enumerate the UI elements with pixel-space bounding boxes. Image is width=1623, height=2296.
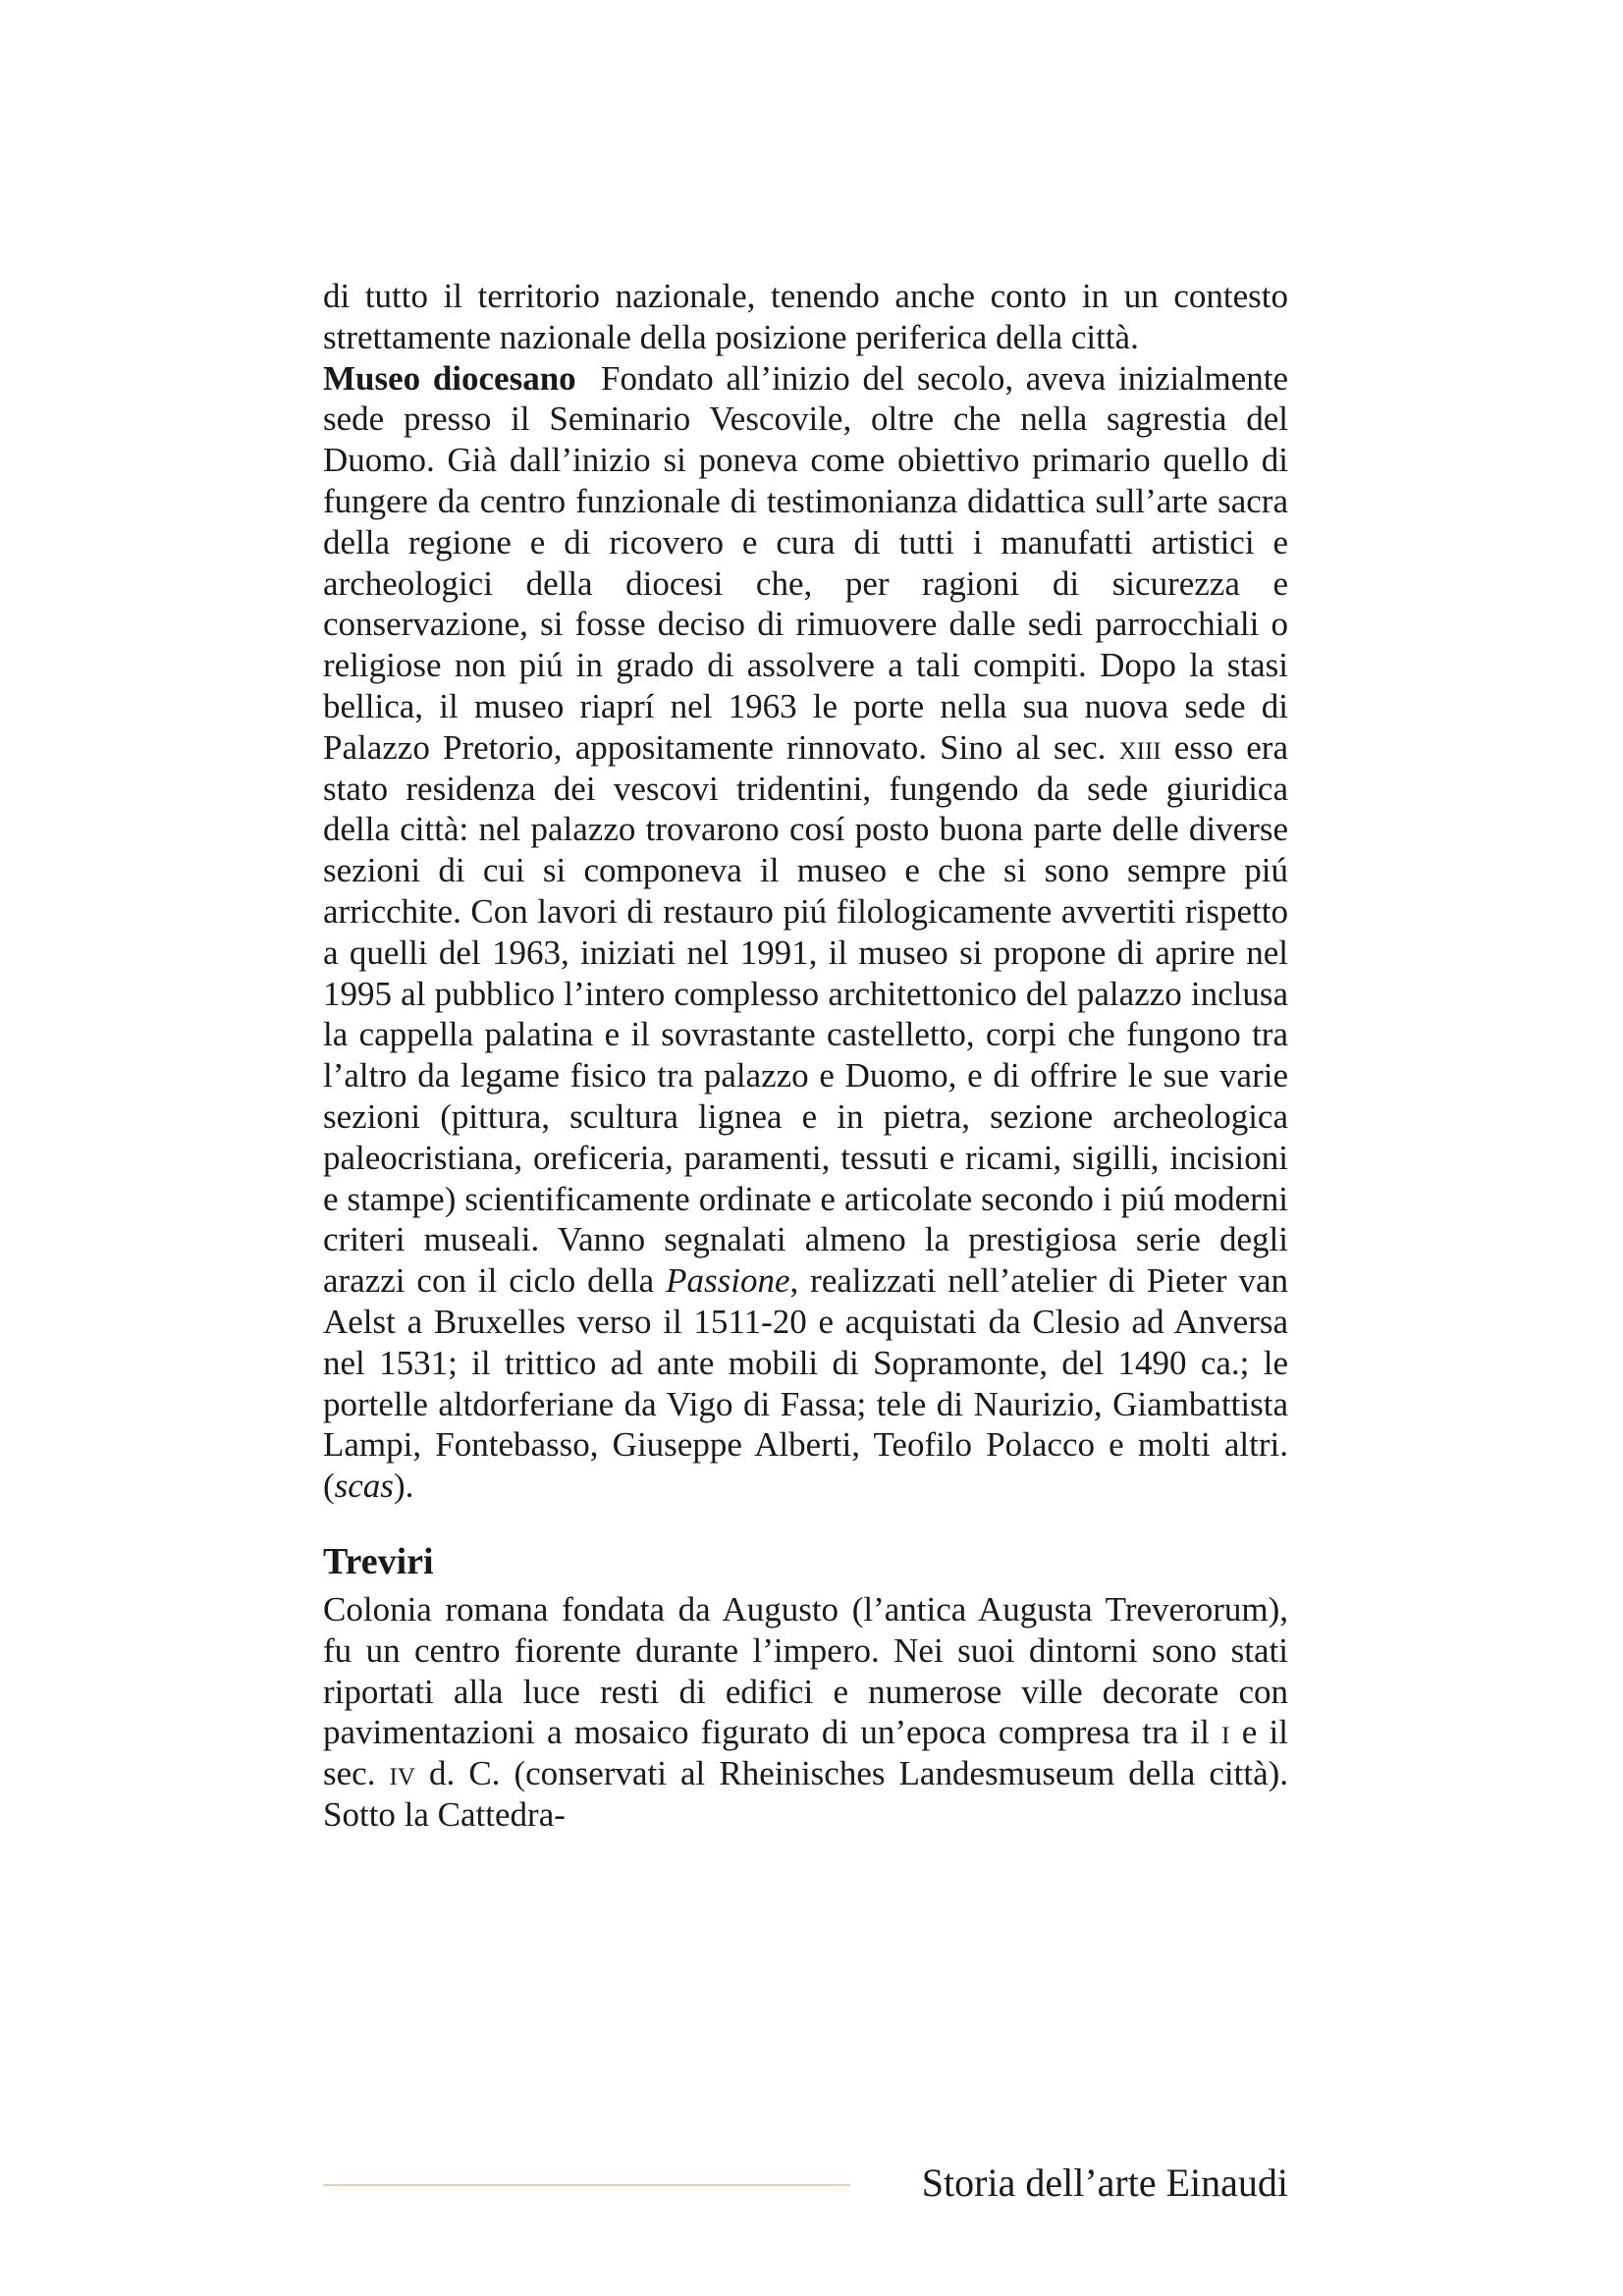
- section-text-part3: d. C. (conservati al Rheinisches Landesmuseum della città). Sotto la Cattedra-: [323, 1754, 1289, 1834]
- italic-title: Passione: [666, 1261, 790, 1301]
- section-text-part2: e il sec.: [323, 1713, 1289, 1793]
- section-paragraph: [323, 1589, 1288, 1836]
- section-text-part1: Colonia romana fondata da Augusto (l’antica Augusta Treverorum), fu un centro fiorente durante l’impero. Nei suoi dintorni sono stati riportati alla luce resti di edifici e numerose ville decorate con pavimentazioni a mosaico figurato di un’epoca compresa tra il: [323, 1589, 1288, 1752]
- century-numeral-a: i: [1221, 1713, 1230, 1752]
- entry-museo-diocesano: [323, 358, 1288, 1507]
- entry-closing: ).: [393, 1467, 414, 1506]
- entry-text-part3: , realizzati nell’atelier di Pieter van Aelst a Bruxelles verso il 1511-20 e acquistati da Clesio ad Anversa nel 1531; il trittico ad ante mobili di Sopramonte, del 1490 ca.; le portelle altdorferiane da Vigo di Fassa; tele di Naurizio, Giambattista Lampi, Fontebasso, Giuseppe Alberti, Teofilo Polacco e molti altri. (: [323, 1261, 1288, 1506]
- footer-title: Storia dell’arte Einaudi: [921, 2161, 1288, 2205]
- century-numeral-b: iv: [389, 1754, 415, 1793]
- section-heading-treviri: Treviri: [323, 1540, 434, 1582]
- author-initials: scas: [334, 1467, 394, 1506]
- century-numeral: xiii: [1118, 727, 1162, 767]
- footer-rule: [323, 2184, 850, 2186]
- entry-text-part1: Fondato all’inizio del secolo, aveva inizialmente sede presso il Seminario Vescovile, oltre che nella sagrestia del Duomo. Già dall’inizio si poneva come obiettivo primario quello di fungere da centro funzionale di testimonianza didattica sull’arte sacra della regione e di ricovero e cura di tutti i manufatti artistici e archeologici della diocesi che, per ragioni di sicurezza e conservazione, si fosse deciso di rimuovere dalle sedi parrocchiali o religiose non piú in grado di assolvere a tali compiti. Dopo la stasi bellica, il museo riaprí nel 1963 le porte nella sua nuova sede di Palazzo Pretorio, appositamente rinnovato. Sino al sec.: [323, 358, 1289, 767]
- entry-text-part2: esso era stato residenza dei vescovi tridentini, fungendo da sede giuridica della città: nel palazzo trovarono cosí posto buona parte delle diverse sezioni di cui si componeva il museo e che si sono sempre piú arricchite. Con lavori di restauro piú filologicamente avvertiti rispetto a quelli del 1963, iniziati nel 1991, il museo si propone di aprire nel 1995 al pubblico l’intero complesso architettonico del palazzo inclusa la cappella palatina e il sovrastante castelletto, corpi che fungono tra l’altro da legame fisico tra palazzo e Duomo, e di offrire le sue varie sezioni (pittura, scultura lignea e in pietra, sezione archeologica paleocristiana, oreficeria, paramenti, tessuti e ricami, sigilli, incisioni e stampe) scientificamente ordinate e articolate secondo i piú moderni criteri museali. Vanno segnalati almeno la prestigiosa serie degli arazzi con il ciclo della: [323, 727, 1288, 1301]
- continued-paragraph: di tutto il territorio nazionale, tenendo anche conto in un contesto strettamente nazionale della posizione periferica della città.: [323, 277, 1288, 356]
- text-column: [323, 276, 1288, 1836]
- entry-heading: Museo diocesano: [323, 358, 576, 398]
